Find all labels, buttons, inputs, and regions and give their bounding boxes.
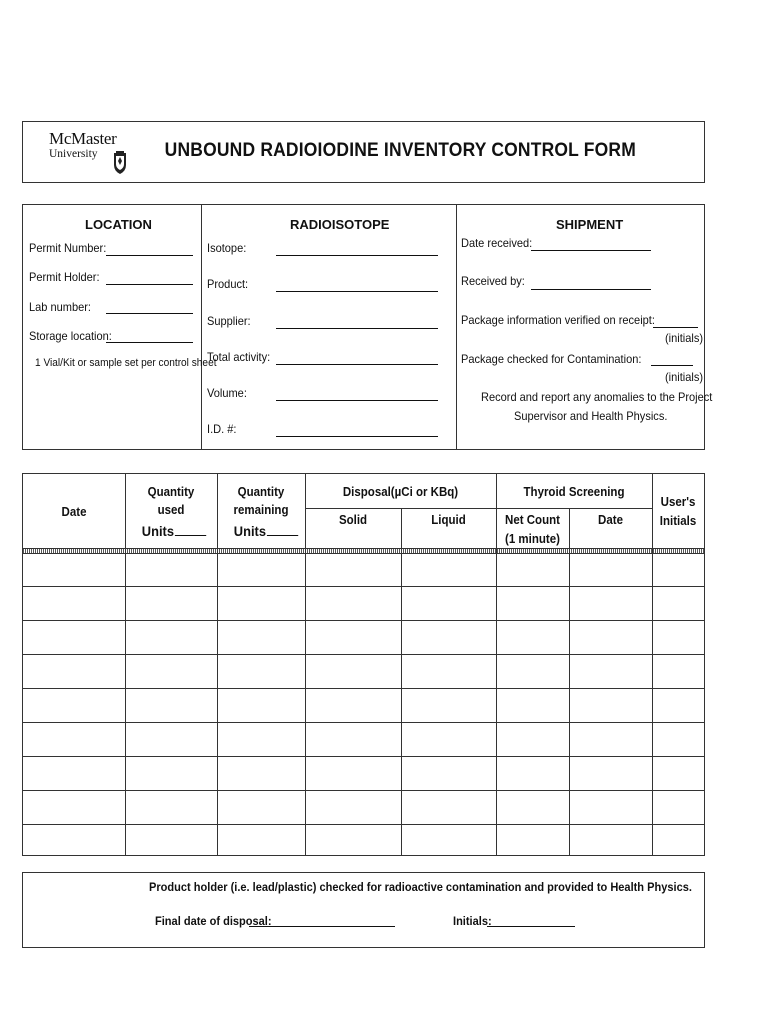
thyroid-date-header: Date (598, 513, 623, 527)
product-field[interactable] (276, 291, 438, 292)
lab-number-field[interactable] (106, 313, 193, 314)
shipment-heading: SHIPMENT (556, 217, 624, 232)
disposal-footer (22, 872, 705, 948)
package-verified-initials: (initials) (665, 331, 704, 345)
lab-number-label: Lab number: (29, 300, 91, 314)
package-checked-label: Package checked for Contamination: (461, 352, 642, 366)
users-initials-header-line-1: User's (660, 495, 696, 509)
date-received-field[interactable] (531, 250, 651, 251)
supplier-field[interactable] (276, 328, 438, 329)
permit-holder-field[interactable] (106, 284, 193, 285)
info-section (22, 204, 713, 450)
net-count-header-line-2: (1 minute) (505, 532, 560, 546)
quantity-remaining-units: Units (234, 522, 298, 541)
final-date-field[interactable] (249, 926, 395, 927)
final-date-label: Final date of disposal: (155, 914, 272, 928)
permit-holder-label: Permit Holder: (29, 270, 100, 284)
storage-location-field[interactable] (106, 342, 193, 343)
quantity-used-header-line-1: Quantity (147, 485, 195, 499)
product-holder-statement: Product holder (i.e. lead/plastic) checked for radioactive contamination and provided to Health Physics. (149, 880, 692, 894)
total-activity-label: Total activity: (207, 350, 271, 364)
inventory-log-table (22, 473, 705, 856)
net-count-header-line-1: Net Count (505, 513, 560, 527)
page-title: UNBOUND RADIOIODINE INVENTORY CONTROL FORM (164, 140, 636, 161)
isotope-field[interactable] (276, 255, 438, 256)
received-by-field[interactable] (531, 289, 651, 290)
permit-number-field[interactable] (106, 255, 193, 256)
record-note-line-1: Record and report any anomalies to the Project (481, 390, 713, 404)
date-received-label: Date received: (461, 236, 533, 250)
quantity-remaining-header-line-2: remaining (233, 503, 289, 517)
storage-location-label: Storage location: (29, 329, 112, 343)
quantity-used-units: Units (142, 522, 206, 541)
id-number-field[interactable] (276, 436, 438, 437)
liquid-header: Liquid (431, 513, 466, 527)
isotope-label: Isotope: (207, 241, 247, 255)
logo-line-1: McMaster (49, 129, 117, 148)
package-verified-label: Package information verified on receipt: (461, 313, 655, 327)
package-verified-initials-field[interactable] (653, 327, 698, 328)
permit-number-label: Permit Number: (29, 241, 107, 255)
location-heading: LOCATION (85, 217, 152, 232)
volume-field[interactable] (276, 400, 438, 401)
package-checked-initials: (initials) (665, 370, 704, 384)
thyroid-screening-header: Thyroid Screening (523, 485, 625, 499)
supplier-label: Supplier: (207, 314, 251, 328)
radioisotope-heading: RADIOISOTOPE (290, 217, 390, 232)
total-activity-field[interactable] (276, 364, 438, 365)
package-checked-initials-field[interactable] (651, 365, 693, 366)
quantity-used-header-line-2: used (157, 503, 185, 517)
solid-header: Solid (338, 513, 368, 527)
received-by-label: Received by: (461, 274, 525, 288)
record-note-line-2: Supervisor and Health Physics. (514, 409, 668, 423)
quantity-remaining-header-line-1: Quantity (237, 485, 285, 499)
logo-line-2: University (49, 148, 98, 160)
volume-label: Volume: (207, 386, 247, 400)
users-initials-header-line-2: Initials (659, 514, 697, 528)
footer-initials-label: Initials: (453, 914, 492, 928)
product-label: Product: (207, 277, 249, 291)
disposal-header: Disposal(µCi or KBq) (342, 485, 459, 499)
control-sheet-note: 1 Vial/Kit or sample set per control sheet (35, 357, 217, 369)
id-number-label: I.D. #: (207, 422, 237, 436)
date-column-header: Date (61, 505, 87, 519)
footer-initials-field[interactable] (487, 926, 575, 927)
form-header (22, 121, 705, 183)
